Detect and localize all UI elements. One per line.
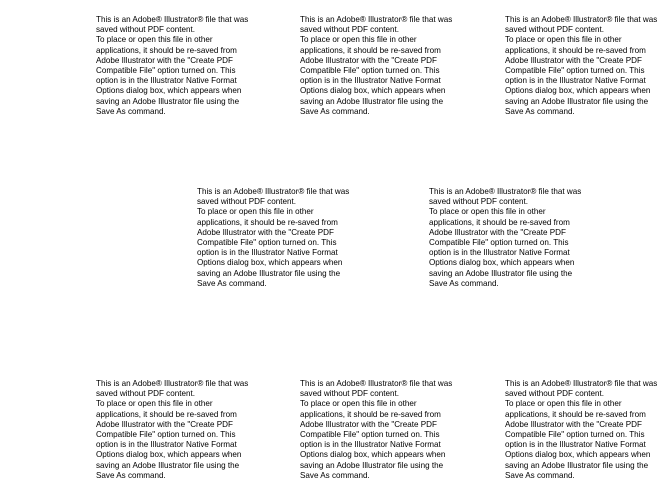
notice-line: option is in the Illustrator Native Format xyxy=(197,248,338,258)
notice-line: Save As command. xyxy=(505,106,575,116)
notice-line: Options dialog box, which appears when xyxy=(505,450,651,460)
notice-line: To place or open this file in other xyxy=(96,399,213,409)
notice-line: option is in the Illustrator Native Format xyxy=(300,76,441,86)
notice-line: applications, it should be re-saved from xyxy=(197,217,338,227)
notice-line: saving an Adobe Illustrator file using the xyxy=(300,96,444,106)
notice-line: Compatible File" option turned on. This xyxy=(96,430,236,440)
notice-line: This is an Adobe® Illustrator® file that was xyxy=(197,187,350,196)
notice-line: saving an Adobe Illustrator file using the xyxy=(96,96,240,106)
notice-line: This is an Adobe® Illustrator® file that was xyxy=(96,379,249,388)
notice-line: Compatible File" option turned on. This xyxy=(197,238,337,248)
notice-line: To place or open this file in other xyxy=(300,399,417,409)
notice-line: Save As command. xyxy=(197,278,267,288)
notice-line: saving an Adobe Illustrator file using the xyxy=(197,268,341,278)
notice-line: Adobe Illustrator with the "Create PDF xyxy=(505,55,642,65)
notice-line: Save As command. xyxy=(505,470,575,480)
notice-line: Compatible File" option turned on. This xyxy=(300,430,440,440)
notice-line: Adobe Illustrator with the "Create PDF xyxy=(505,419,642,429)
notice-line: Adobe Illustrator with the "Create PDF xyxy=(300,55,437,65)
notice-line: This is an Adobe® Illustrator® file that was xyxy=(429,187,582,196)
notice-line: Adobe Illustrator with the "Create PDF xyxy=(96,419,233,429)
notice-line: saved without PDF content. xyxy=(300,25,399,35)
pdf-compatibility-notice-top-center xyxy=(300,15,460,117)
notice-line: To place or open this file in other xyxy=(300,35,417,45)
notice-line: saved without PDF content. xyxy=(505,25,604,35)
notice-line: Options dialog box, which appears when xyxy=(505,86,651,96)
notice-line: Save As command. xyxy=(96,106,166,116)
notice-line: Adobe Illustrator with the "Create PDF xyxy=(429,227,566,237)
notice-line: Compatible File" option turned on. This xyxy=(429,238,569,248)
pdf-compatibility-notice-bottom-right xyxy=(505,379,665,481)
notice-line: saving an Adobe Illustrator file using the xyxy=(300,460,444,470)
notice-line: applications, it should be re-saved from xyxy=(505,409,646,419)
notice-line: This is an Adobe® Illustrator® file that was xyxy=(300,15,453,24)
notice-line: Compatible File" option turned on. This xyxy=(300,66,440,76)
notice-line: Save As command. xyxy=(300,106,370,116)
pdf-compatibility-notice-bottom-center xyxy=(300,379,460,481)
pdf-compatibility-notice-top-left xyxy=(96,15,256,117)
notice-line: applications, it should be re-saved from xyxy=(505,45,646,55)
notice-line: applications, it should be re-saved from xyxy=(300,409,441,419)
notice-line: saving an Adobe Illustrator file using the xyxy=(505,460,649,470)
notice-line: option is in the Illustrator Native Format xyxy=(505,440,646,450)
pdf-compatibility-notice-top-right xyxy=(505,15,665,117)
notice-line: Save As command. xyxy=(300,470,370,480)
notice-line: applications, it should be re-saved from xyxy=(96,45,237,55)
pdf-compatibility-notice-bottom-left xyxy=(96,379,256,481)
notice-line: To place or open this file in other xyxy=(197,207,314,217)
notice-line: saving an Adobe Illustrator file using the xyxy=(96,460,240,470)
notice-line: Options dialog box, which appears when xyxy=(300,86,446,96)
notice-line: To place or open this file in other xyxy=(96,35,213,45)
notice-line: saved without PDF content. xyxy=(96,25,195,35)
notice-line: Options dialog box, which appears when xyxy=(197,258,343,268)
notice-line: Compatible File" option turned on. This xyxy=(505,430,645,440)
notice-line: saved without PDF content. xyxy=(429,197,528,207)
notice-line: saved without PDF content. xyxy=(197,197,296,207)
notice-line: option is in the Illustrator Native Format xyxy=(96,440,237,450)
notice-line: applications, it should be re-saved from xyxy=(300,45,441,55)
notice-line: saving an Adobe Illustrator file using the xyxy=(505,96,649,106)
notice-line: Options dialog box, which appears when xyxy=(300,450,446,460)
notice-line: To place or open this file in other xyxy=(429,207,546,217)
notice-line: option is in the Illustrator Native Format xyxy=(96,76,237,86)
notice-line: Adobe Illustrator with the "Create PDF xyxy=(300,419,437,429)
notice-line: Adobe Illustrator with the "Create PDF xyxy=(197,227,334,237)
notice-line: option is in the Illustrator Native Format xyxy=(505,76,646,86)
notice-line: To place or open this file in other xyxy=(505,399,622,409)
notice-line: Save As command. xyxy=(429,278,499,288)
pdf-compatibility-notice-middle-right xyxy=(429,187,589,289)
notice-line: Options dialog box, which appears when xyxy=(96,86,242,96)
pdf-compatibility-notice-middle-left xyxy=(197,187,357,289)
notice-line: applications, it should be re-saved from xyxy=(96,409,237,419)
notice-line: option is in the Illustrator Native Format xyxy=(300,440,441,450)
notice-line: saved without PDF content. xyxy=(505,389,604,399)
notice-line: This is an Adobe® Illustrator® file that was xyxy=(505,379,658,388)
notice-line: applications, it should be re-saved from xyxy=(429,217,570,227)
notice-line: option is in the Illustrator Native Format xyxy=(429,248,570,258)
notice-line: Save As command. xyxy=(96,470,166,480)
notice-line: Compatible File" option turned on. This xyxy=(505,66,645,76)
notice-line: Options dialog box, which appears when xyxy=(429,258,575,268)
notice-line: saved without PDF content. xyxy=(300,389,399,399)
notice-line: Compatible File" option turned on. This xyxy=(96,66,236,76)
notice-line: This is an Adobe® Illustrator® file that was xyxy=(96,15,249,24)
notice-line: saving an Adobe Illustrator file using the xyxy=(429,268,573,278)
notice-line: Options dialog box, which appears when xyxy=(96,450,242,460)
notice-line: Adobe Illustrator with the "Create PDF xyxy=(96,55,233,65)
notice-line: This is an Adobe® Illustrator® file that was xyxy=(300,379,453,388)
notice-line: This is an Adobe® Illustrator® file that was xyxy=(505,15,658,24)
notice-line: To place or open this file in other xyxy=(505,35,622,45)
notice-line: saved without PDF content. xyxy=(96,389,195,399)
